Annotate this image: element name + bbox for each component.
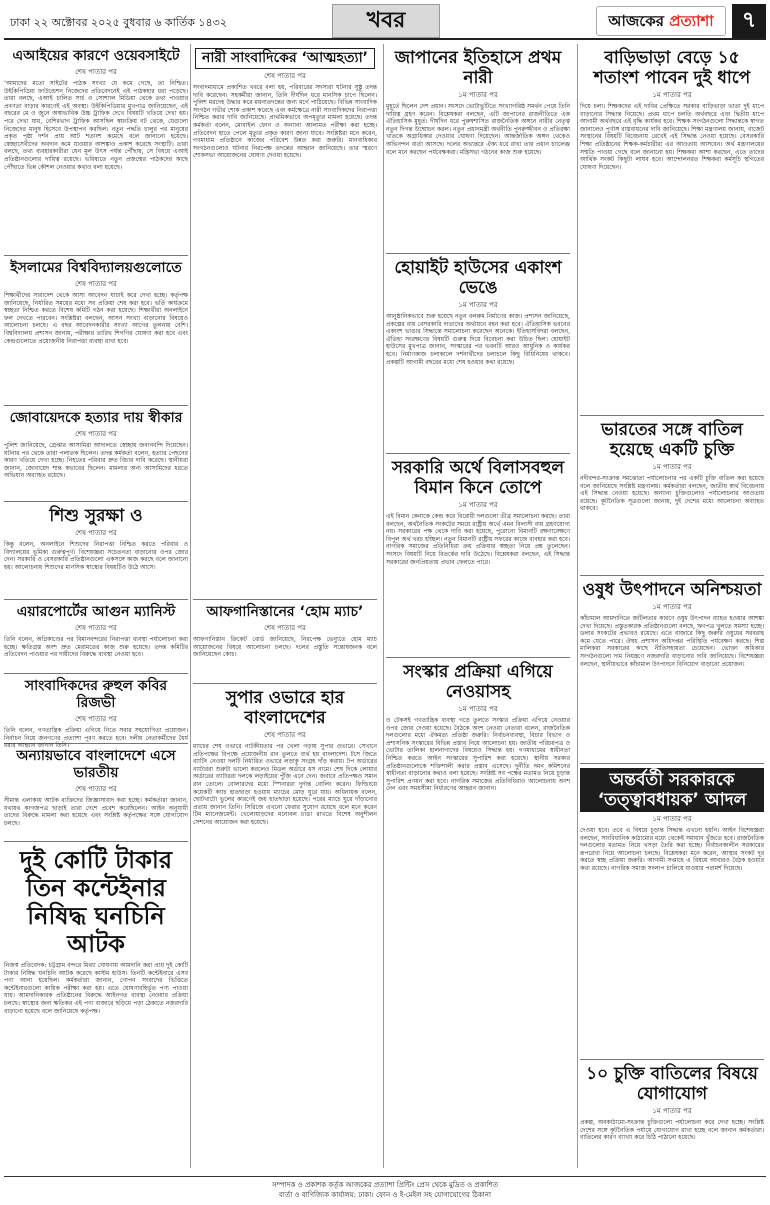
kicker: শেষ পাতার পর: [75, 785, 117, 793]
story-house-rent: [580, 44, 764, 416]
story-body: কাঁচামাল আমদানিতে জটিলতার কারণে ওষুধ উৎপাদন ব্যাহত হওয়ার আশঙ্কা দেখা দিয়েছে। প্রস্তুতকারক প্রতিষ্ঠানগুলো বলছে, ঋণপত্র খুলতে সমস্যা হচ্ছে। ডলার সংকটের প্রভাবও রয়েছে। এতে বাজারে কিছু জরুরি ওষুধের সরবরাহ কমে যেতে পারে। ঔষধ প্রশাসন অধিদপ্তর পরিস্থিতি পর্যবেক্ষণ করছে। শিল্প মালিকরা সরকারের কাছে নীতিসহায়তা চেয়েছেন। ভোক্তা অধিকার সংগঠনগুলো দাম নিয়ন্ত্রণে নজরদারি বাড়ানোর দাবি জানিয়েছে। বিশেষজ্ঞরা বলছেন, স্থানীয়ভাবে কাঁচামাল উৎপাদনে বিনিয়োগ বাড়ানো প্রয়োজন।: [580, 615, 764, 668]
headline: এয়ারপোর্টের আগুন ম্যানিস্ট: [16, 604, 176, 620]
story-india-contract: [580, 416, 764, 576]
logo-accent-text: প্রত্যাশা: [669, 12, 714, 30]
kicker: ১ম পাতার পর: [458, 501, 498, 509]
story-body: ম্যাচের শেষ ওভারে নাটকীয়তার পর খেলা গড়ায় সুপার ওভারে। সেখানে প্রতিপক্ষের বিপক্ষে প্রয়োজনীয় রান তুলতে ব্যর্থ হয় বাংলাদেশ। টসে জিতে ব্যাটিং নেওয়া দলটি নির্ধারিত ওভারে লড়াকু সংগ্রহ দাঁড় করায়। টপ অর্ডারের ব্যাটাররা শুরুটা ভালো করলেও মিডল অর্ডারে ধস নামে। শেষ দিকে লোয়ার অর্ডারের ব্যাটাররা দলকে লড়াইয়ের পুঁজি এনে দেন। জবাবে প্রতিপক্ষও সমান রান তোলে। বোলারদের মধ্যে স্পিনাররা দুর্দান্ত বোলিং করেন। ফিল্ডিংয়ে কয়েকটি ক্যাচ হাতছাড়া হওয়ায় ম্যাচের মোড় ঘুরে যায়। অধিনায়ক বলেন, ছোটখাটো ভুলের কারণেই জয় হাতছাড়া হয়েছে। পরের ম্যাচে ঘুরে দাঁড়ানোর প্রত্যয় জানান তিনি। সিরিজে এখনো ফেরার সুযোগ রয়েছে বলে মনে করেন টিম ম্যানেজমেন্ট। খেলোয়াড়দের মনোবল চাঙা রাখতে বিশেষ অনুশীলন সেশনের আয়োজন করা হয়েছে।: [193, 743, 377, 826]
story-body: প্রকল্প, অবকাঠামো-সংক্রান্ত চুক্তিগুলো পর্যালোচনা করে দেখা হচ্ছে। সংশ্লিষ্ট দেশের সঙ্গে কূটনৈতিক পর্যায়ে যোগাযোগ রাখা হচ্ছে বলে জানান কর্মকর্তারা। বাতিলের কারণ ব্যাখ্যা করে চিঠি পাঠানো হয়েছে।: [580, 1119, 764, 1142]
story-rizvi: [4, 674, 188, 750]
story-afghanistan-home-match: [193, 600, 377, 684]
column-3: [386, 44, 570, 1168]
story-body: দিয়ে চলা। শিক্ষকদের এই দাবির প্রেক্ষিতে সরকার বাড়িভাড়া ভাতা দুই ধাপে বাড়ানোর সিদ্ধান্ত নিয়েছে। প্রথম ধাপে চলতি অর্থবছরে এবং দ্বিতীয় ধাপে আগামী অর্থবছরে এই বৃদ্ধি কার্যকর হবে। শিক্ষক সংগঠনগুলো সিদ্ধান্তকে স্বাগত জানালেও পূর্ণাঙ্গ বাস্তবায়নের দাবি জানিয়েছে। শিক্ষা মন্ত্রণালয় জানায়, বাজেট সংস্থানের বিষয়টি বিবেচনায় রেখেই এই সিদ্ধান্ত নেওয়া হয়েছে। বেসরকারি শিক্ষা প্রতিষ্ঠানের শিক্ষক-কর্মচারীরা এর আওতায় আসবেন। অর্থ মন্ত্রণালয়ের সম্মতি পাওয়া গেছে বলে জানানো হয়। শিক্ষকরা আশা করছেন, এতে তাদের আর্থিক সংকট কিছুটা লাঘব হবে। আন্দোলনরত শিক্ষকরা কর্মসূচি স্থগিতের ঘোষণা দিয়েছেন।: [580, 103, 764, 171]
imprint-footer: [4, 1176, 766, 1201]
newspaper-logo: [596, 6, 726, 36]
kicker: ১ম পাতার পর: [652, 815, 692, 823]
story-airport-fire: [4, 600, 188, 674]
story-white-house: [386, 254, 570, 454]
story-body: তিনি বলেন, গণতান্ত্রিক প্রক্রিয়া এগিয়ে নিতে সবার সহযোগিতা প্রয়োজন। নির্বাচন নিয়ে জনগণের প্রত্যাশা পূরণ করতে হবে। দলীয় নেতাকর্মীদের ধৈর্য ধরার আহ্বান জানান তিনি।: [4, 727, 188, 750]
story-body: শিক্ষার্থীদের সারাদেশ থেকে আসা আবেদন যাচাই করে দেখা হচ্ছে। কর্তৃপক্ষ জানিয়েছে, নির্ধারিত সময়ের মধ্যে সব প্রক্রিয়া শেষ করা হবে। ভর্তি কার্যক্রমে স্বচ্ছতা নিশ্চিত করতে বিশেষ কমিটি গঠন করা হয়েছে। শিক্ষার্থীরা অনলাইনে ফল দেখতে পারবেন। সংশ্লিষ্টরা বলছেন, আসন সংখ্যা বাড়ানোর বিষয়েও আলোচনা চলছে। এ বছর আবেদনকারীর সংখ্যা আগের তুলনায় বেশি। বিশ্ববিদ্যালয় প্রশাসন জানায়, পরীক্ষার তারিখ শিগগির ঘোষণা করা হবে এবং কেন্দ্রগুলোতে প্রয়োজনীয় নিরাপত্তা ব্যবস্থা রাখা হবে।: [4, 292, 188, 345]
headline: ১০ চুক্তি বাতিলের বিষয়ে যোগাযোগ: [586, 1064, 758, 1104]
kicker: ১ম পাতার পর: [458, 705, 498, 713]
headline: নারী সাংবাদিকের ‘আত্মহত্যা’: [195, 48, 375, 69]
headline: ভারতের সঙ্গে বাতিল হয়েছে একটি চুক্তি: [601, 420, 743, 460]
kicker: শেষ পাতার পর: [264, 72, 306, 80]
headline: শিশু সুরক্ষা ও: [49, 506, 143, 526]
story-banned-sweetener: [4, 842, 188, 1068]
issue-date: ঢাকা ২২ অক্টোবর ২০২৫ বুধবার ৬ কার্তিক ১৪৩২: [10, 16, 227, 29]
story-body: পুলিশ জানিয়েছে, গ্রেপ্তার আসামিরা আদালতে স্বেচ্ছায় জবানবন্দি দিয়েছেন। ঘটনার পর থেকে তারা পলাতক ছিলেন। তদন্ত কর্মকর্তা বলেন, হত্যার পেছনের কারণ খতিয়ে দেখা হচ্ছে। নিহতের পরিবার দ্রুত বিচার দাবি করেছে। স্থানীয়রা জানান, জোবায়েদ শান্ত স্বভাবের ছিলেন। মামলার অন্য আসামিদের ধরতে অভিযান অব্যাহত রয়েছে।: [4, 442, 188, 480]
imprint-line: সম্পাদক ও প্রকাশক কর্তৃক আজকের প্রত্যাশা প্রিন্টিং প্রেস থেকে মুদ্রিত ও প্রকাশিত: [272, 1181, 498, 1189]
story-caretaker-model: [580, 764, 764, 1060]
headline: এআইয়ের কারণে ওয়েবসাইটে: [12, 48, 180, 64]
story-luxury-plane: [386, 454, 570, 658]
story-japan-first-woman: [386, 44, 570, 254]
headline: সাংবাদিকদের রুহুল কবির রিজভী: [24, 678, 168, 711]
story-indian-nationals: [4, 744, 188, 842]
kicker: শেষ পাতার পর: [75, 280, 117, 288]
story-body: ও টেকসই গণতান্ত্রিক ব্যবস্থা গড়ে তুলতে সংস্কার প্রক্রিয়া এগিয়ে নেওয়ার ওপর জোর দেওয়া হয়েছে। বৈঠকে অংশ নেওয়া নেতারা বলেন, রাজনৈতিক দলগুলোর মধ্যে ঐকমত্য প্রতিষ্ঠা জরুরি। নির্বাচনব্যবস্থা, বিচার বিভাগ ও প্রশাসনিক সংস্কারের বিভিন্ন প্রস্তাব নিয়ে আলোচনা হয়। জাতীয় পরিচয়পত্র ও ভোটার তালিকা হালনাগাদের বিষয়েও সিদ্ধান্ত হয়। গণমাধ্যমের স্বাধীনতা নিশ্চিত করতে আইন সংস্কারের সুপারিশ করা হয়েছে। স্থানীয় সরকার প্রতিষ্ঠানগুলোকে শক্তিশালী করার প্রস্তাব এসেছে। দুর্নীতি দমন কমিশনের স্বাধীনতা বাড়ানোর কথাও বলা হয়েছে। সংশ্লিষ্ট সব পক্ষের মতামত নিয়ে চূড়ান্ত সুপারিশ প্রণয়ন করা হবে। নাগরিক সমাজের প্রতিনিধিরাও আলোচনায় অংশ নেন এবং সময়সীমা নির্ধারণের আহ্বান জানান।: [386, 717, 570, 793]
headline: আফগানিস্তানের ‘হোম ম্যাচ’: [206, 604, 364, 620]
story-child-safety: [4, 502, 188, 600]
section-title: খবর: [332, 4, 440, 38]
headline: দুই কোটি টাকার তিন কন্টেইনার নিষিদ্ধ ঘনচিনি আটক: [19, 846, 173, 958]
kicker: ১ম পাতার পর: [652, 603, 692, 611]
kicker: শেষ পাতার পর: [75, 624, 117, 632]
story-body: আফগানিস্তান ক্রিকেট বোর্ড জানিয়েছে, নিরপেক্ষ ভেন্যুতে হোম ম্যাচ আয়োজনের বিষয়ে আলোচনা চলছে। দলের প্রস্তুতি সন্তোষজনক বলে জানিয়েছেন কোচ।: [193, 636, 377, 659]
story-super-over: [193, 684, 377, 1168]
logo-text: আজকের: [608, 12, 670, 30]
story-reform-process: [386, 658, 570, 1168]
masthead: [4, 4, 766, 40]
headline: জাপানের ইতিহাসে প্রথম নারী: [394, 48, 562, 88]
headline: সংস্কার প্রক্রিয়া এগিয়ে নেওয়াসহ: [403, 662, 553, 702]
headline: সরকারি অর্থে বিলাসবহুল বিমান কিনে তোপে: [391, 458, 565, 498]
story-body: সংবাদমাধ্যমে প্রকাশিত খবরে বলা হয়, পরিবারের সদস্যরা ঘটনার সুষ্ঠু তদন্ত দাবি করেছেন। সহকর্মীরা জানান, তিনি দীর্ঘদিন ধরে মানসিক চাপে ছিলেন। পুলিশ মরদেহ উদ্ধার করে ময়নাতদন্তের জন্য মর্গে পাঠিয়েছে। বিভিন্ন সাংবাদিক সংগঠন গভীর শোক প্রকাশ করেছে এবং কর্মক্ষেত্রে নারী সাংবাদিকদের নিরাপত্তা নিশ্চিত করার দাবি জানিয়েছে। প্রাথমিকভাবে অপমৃত্যুর মামলা হয়েছে। তদন্ত কর্মকর্তা বলেন, মোবাইল ফোন ও অন্যান্য আলামত পরীক্ষা করা হচ্ছে। প্রতিবেদন হাতে পেলে মৃত্যুর প্রকৃত কারণ জানা যাবে। সংশ্লিষ্টরা মনে করেন, গণমাধ্যম প্রতিষ্ঠানে কাজের পরিবেশ উন্নত করা জরুরি। মানবাধিকার সংগঠনগুলোও ঘটনার নিরপেক্ষ তদন্তের আহ্বান জানিয়েছে। তার স্মরণে শোকসভা আয়োজনের ঘোষণা দেওয়া হয়েছে।: [193, 84, 377, 160]
headline: অন্তর্বর্তী সরকারকে ‘তত্ত্বাবধায়ক’ আদল: [580, 768, 764, 812]
kicker: শেষ পাতার পর: [75, 715, 117, 723]
kicker: শেষ পাতার পর: [75, 529, 117, 537]
column-divider: [383, 44, 384, 1168]
kicker: শেষ পাতার পর: [75, 430, 117, 438]
imprint-line: বার্তা ও বাণিজ্যিক কার্যালয়: ঢাকা। ফোন ও ই-মেইল সহ যোগাযোগের ঠিকানা: [279, 1191, 491, 1199]
column-2: [193, 44, 377, 1168]
story-body: তিনি বলেন, অগ্নিকাণ্ডের পর বিমানবন্দরের নিরাপত্তা ব্যবস্থা পর্যালোচনা করা হচ্ছে। ক্ষতিগ্রস্ত অংশ দ্রুত মেরামতের কাজ শুরু হয়েছে। তদন্ত কমিটির প্রতিবেদন পাওয়ার পর দায়ীদের বিরুদ্ধে ব্যবস্থা নেওয়া হবে।: [4, 636, 188, 659]
story-universities: [4, 256, 188, 406]
headline: ওষুধ উৎপাদনে অনিশ্চয়তা: [582, 580, 762, 600]
story-body: এই বিমান কেনাকে কেন্দ্র করে বিরোধী দলগুলো তীব্র সমালোচনা করছে। তারা বলছেন, অর্থনৈতিক সংকটের সময়ে রাষ্ট্রীয় অর্থে এমন বিলাসী ব্যয় গ্রহণযোগ্য নয়। সরকারের পক্ষ থেকে দাবি করা হয়েছে, পুরোনো বিমানটি রক্ষণাবেক্ষণে বিপুল অর্থ খরচ হচ্ছিল। নতুন বিমানটি রাষ্ট্রীয় সফরের কাজে ব্যবহার করা হবে। নাগরিক সমাজের প্রতিনিধিরা ক্রয় প্রক্রিয়ার স্বচ্ছতা নিয়ে প্রশ্ন তুলেছেন। সংসদে বিষয়টি নিয়ে বিতর্কের দাবি উঠেছে। বিশ্লেষকরা বলছেন, এই সিদ্ধান্ত সরকারের জনপ্রিয়তায় প্রভাব ফেলতে পারে।: [386, 513, 570, 566]
story-body: সীমান্ত এলাকায় আটক ব্যক্তিদের জিজ্ঞাসাবাদ করা হচ্ছে। কর্মকর্তারা জানান, যথাযথ কাগজপত্র ছাড়াই তারা দেশে প্রবেশ করেছিলেন। আইন অনুযায়ী তাদের বিরুদ্ধে মামলা করা হয়েছে এবং সংশ্লিষ্ট কর্তৃপক্ষের সঙ্গে যোগাযোগ চলছে।: [4, 797, 188, 827]
story-female-journalist: [193, 44, 377, 600]
kicker: শেষ পাতার পর: [75, 68, 117, 76]
column-1: [4, 44, 188, 1168]
story-ten-contracts: [580, 1060, 764, 1168]
headline: বাড়িভাড়া বেড়ে ১৫ শতাংশ পাবেন দুই ধাপে: [593, 48, 751, 88]
kicker: ১ম পাতার পর: [652, 463, 692, 471]
story-body: দেওয়া হবে। তবে এ বিষয়ে চূড়ান্ত সিদ্ধান্ত এখনো হয়নি। আইন বিশেষজ্ঞরা বলছেন, সাংবিধানিক কাঠামোর মধ্যে থেকেই সমাধান খুঁজতে হবে। রাজনৈতিক দলগুলোর মতামত নিয়ে খসড়া তৈরি করা হচ্ছে। নির্বাচনকালীন সরকারের রূপরেখা নিয়ে আলোচনা চলছে। বিশ্লেষকরা মনে করেন, আস্থার সংকট দূর করতে স্বচ্ছ প্রক্রিয়া জরুরি। আগামী সপ্তাহে এ বিষয়ে আবারও বৈঠক হওয়ার কথা রয়েছে। নাগরিক সমাজ সংলাপ চালিয়ে যাওয়ার পরামর্শ দিয়েছে।: [580, 827, 764, 872]
story-murder-confession: [4, 406, 188, 502]
kicker: ১ম পাতার পর: [652, 1107, 692, 1115]
headline: জোবায়েদকে হত্যার দায় স্বীকার: [9, 410, 183, 426]
headline: অন্যায়ভাবে বাংলাদেশে এসে ভারতীয়: [16, 748, 176, 781]
page-number: ৭: [732, 4, 766, 38]
column-divider: [190, 44, 191, 1168]
column-4: [580, 44, 764, 1168]
story-ai-websites: [4, 44, 188, 256]
headline: ইসলামের বিশ্ববিদ্যালয়গুলোতে: [10, 260, 182, 276]
kicker: শেষ পাতার পর: [264, 731, 306, 739]
story-body: মুহূর্তে ছিলেন দেশ প্রধান। সংসদে ভোটাভুটিতে সংখ্যাগরিষ্ঠ সমর্থন পেয়ে তিনি দায়িত্ব গ্রহণ করেন। বিশ্লেষকরা বলছেন, এটি জাপানের রাজনীতিতে এক ঐতিহাসিক মুহূর্ত। দীর্ঘদিন ধরে পুরুষশাসিত রাজনৈতিক অঙ্গনে নারীর নেতৃত্ব নতুন দিগন্ত উন্মোচন করল। নতুন প্রধানমন্ত্রী অর্থনীতি পুনরুজ্জীবন ও প্রতিরক্ষা খাতকে অগ্রাধিকার দেওয়ার ঘোষণা দিয়েছেন। আন্তর্জাতিক অঙ্গন থেকেও অভিনন্দন বার্তা আসছে। দলের অভ্যন্তরে ঐক্য ধরে রাখা তার প্রধান চ্যালেঞ্জ বলে মনে করছেন পর্যবেক্ষকরা। মন্ত্রিসভা গঠনের কাজ শুরু হয়েছে।: [386, 103, 570, 156]
kicker: ১ম পাতার পর: [458, 91, 498, 99]
story-body: কিন্তু বলেন, অনলাইনে শিশুদের নিরাপত্তা নিশ্চিত করতে পরিবার ও বিদ্যালয়ের ভূমিকা গুরুত্বপূর্ণ। বিশেষজ্ঞরা সচেতনতা বাড়ানোর ওপর জোর দেন। সরকারি ও বেসরকারি প্রতিষ্ঠানগুলো একসঙ্গে কাজ করছে বলে জানানো হয়। আলোচনায় শিশুদের মানসিক স্বাস্থ্যের বিষয়টিও উঠে আসে।: [4, 541, 188, 571]
headline: সুপার ওভারে হার বাংলাদেশের: [225, 688, 345, 728]
story-body: ‘আমাদের মতো সাইটের পাঠক সংখ্যা যে কমে গেছে, তা নিশ্চিত। উইকিপিডিয়া ফাউন্ডেশন নিজেদের প্রতিবেদনেই এই পাঠকহার ধরা পড়েছে। তারা বলছে, এআই চালিত সার্চ ও সোশ্যাল মিডিয়া থেকে তথ্য পাওয়ার প্রবণতা বাড়ার কারণেই এই অবস্থা। উইকিপিডিয়ার মুখপাত্র জানিয়েছেন, এই বছরের মে ও জুনে অস্বাভাবিক উচ্চ ট্রাফিক দেখে বিষয়টি খতিয়ে দেখা হয়। পরে দেখা যায়, বেশিরভাগ ট্রাফিক আসছিল স্বয়ংক্রিয় বট থেকে, যেগুলো নিজেদের মানুষ হিসেবে উপস্থাপন করছিল। নতুন পদ্ধতি চালুর পর মানুষের প্রকৃত পৃষ্ঠা দর্শন প্রায় আট শতাংশ কমেছে বলে জানানো হয়েছে। স্বেচ্ছাসেবীদের অবদান কমে যাওয়ার আশঙ্কাও প্রকাশ করেছে সংস্থাটি। তারা বলছে, তথ্য ব্যবহারকারীরা যেন মূল উৎস পর্যন্ত পৌঁছায়, সে বিষয়ে এআই প্রতিষ্ঠানগুলোর দায়িত্ব রয়েছে। ভবিষ্যতে নতুন প্রজন্মের পাঠকদের কাছে পৌঁছাতে ভিন্ন কৌশল নেওয়ার কথাও বলা হয়েছে।: [4, 80, 188, 171]
story-body: নদীবন্দর-সংক্রান্ত সমঝোতা পর্যালোচনার পর একটি চুক্তি বাতিল করা হয়েছে বলে জানিয়েছে সংশ্লিষ্ট মন্ত্রণালয়। কর্মকর্তারা বলছেন, জাতীয় স্বার্থ বিবেচনায় এই সিদ্ধান্ত নেওয়া হয়েছে। অন্যান্য চুক্তিগুলোও পর্যালোচনার আওতায় রয়েছে। কূটনৈতিক সূত্রগুলো জানায়, দুই দেশের মধ্যে আলোচনা অব্যাহত থাকবে।: [580, 475, 764, 513]
kicker: শেষ পাতার পর: [264, 624, 306, 632]
kicker: ১ম পাতার পর: [458, 301, 498, 309]
kicker: ১ম পাতার পর: [652, 91, 692, 99]
story-body: নিজস্ব প্রতিবেদক: চট্টগ্রাম বন্দরে মিথ্যা ঘোষণায় আমদানি করা প্রায় দুই কোটি টাকার নিষিদ্ধ ঘনচিনি আটক করেছে কাস্টম হাউস। তিনটি কন্টেইনারে এসব পণ্য আনা হয়েছিল। কর্মকর্তারা জানান, গোপন সংবাদের ভিত্তিতে কন্টেইনারগুলো কায়িক পরীক্ষা করা হয়। এতে ঘোষণাবহির্ভূত পণ্য পাওয়া যায়। আমদানিকারক প্রতিষ্ঠানের বিরুদ্ধে আইনগত ব্যবস্থা নেওয়ার প্রক্রিয়া চলছে। স্বাস্থ্যের জন্য ক্ষতিকর এই পণ্য বাজারে ছড়িয়ে পড়া ঠেকাতে নজরদারি বাড়ানো হয়েছে বলে জানিয়েছে কর্তৃপক্ষ।: [4, 962, 188, 1015]
headline: হোয়াইট হাউসের একাংশ ভেঙে: [394, 258, 562, 298]
story-medicine-production: [580, 576, 764, 764]
column-divider: [577, 44, 578, 1168]
story-body: আনুষ্ঠানিকভাবে শুরু হয়েছে নতুন বলরুম নির্মাণের কাজ। প্রশাসন জানিয়েছে, প্রকল্পের ব্যয় বেসরকারি দাতাদের অর্থায়নে বহন করা হবে। ঐতিহাসিক ভবনের একাংশ ভাঙার সিদ্ধান্তে সমালোচনা করেছেন অনেকে। ইতিহাসবিদরা বলছেন, ঐতিহ্য সংরক্ষণের বিষয়টি গুরুত্ব দিয়ে বিবেচনা করা উচিত ছিল। হোয়াইট হাউসের মুখপাত্র জানান, সংস্কারের পর ভবনটি আরও আধুনিক ও কার্যকর হবে। নির্মাণকাজ চলাকালে দর্শনার্থীদের চলাচলে কিছু বিধিনিষেধ থাকবে। প্রকল্পটি আগামী বছরের মধ্যে শেষ হওয়ার কথা রয়েছে।: [386, 313, 570, 366]
